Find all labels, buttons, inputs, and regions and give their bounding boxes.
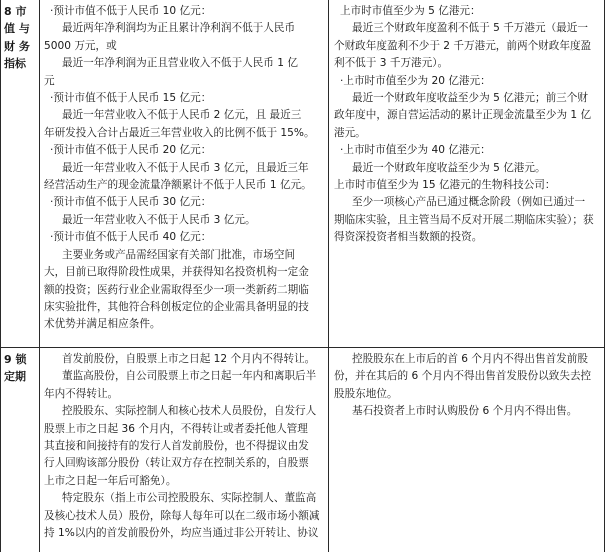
text-line: 最近三个财政年度盈利不低于 5 千万港元（最近一 xyxy=(352,22,588,35)
text-line: ·预计市值不低于人民币 40 亿元： xyxy=(50,231,212,244)
text-line: 首发前股份，自股票上市之日起 12 个月内不得转让。 xyxy=(62,353,316,365)
text-line: 个财政年度盈利不少于 2 千万港元，前两个财政年度盈 xyxy=(334,39,592,52)
text-line: 额的投资；医药行业企业需取得至少一项一类新药二期临 xyxy=(44,283,309,296)
text-line: 利不低于 3 千万港元）。 xyxy=(334,57,449,70)
text-line: ·预计市值不低于人民币 10 亿元： xyxy=(50,5,212,17)
text-line: 特定股东（指上市公司控股股东、实际控制人、董监高 xyxy=(62,492,317,505)
text-line: 控股股东在上市后的首 6 个月内不得出售首发前股 xyxy=(352,353,588,365)
text-line: 政年度中，源自营运活动的累计正现金流量至少为 1 亿 xyxy=(334,109,592,122)
text-line: 其直接和间接持有的发行人首发前股份，也不得提议由发 xyxy=(44,440,309,453)
text-line: 上市之日起一年后可豁免）。 xyxy=(44,474,177,487)
table-border-right xyxy=(604,0,605,552)
star-market-lockup-cell xyxy=(44,351,326,542)
text-line: 行人回购该部分股份（转让双方存在控制关系的，自股票 xyxy=(44,457,309,470)
text-line: 股票上市之日起 36 个月内，不得转让或者委托他人管理 xyxy=(44,422,308,435)
text-line: 经营活动生产的现金流量净额累计不低于人民币 1 亿元。 xyxy=(44,179,312,192)
row-label-market-cap xyxy=(4,3,38,73)
text-line: 最近一个财政年度收益至少为 5 亿港元；前三个财 xyxy=(352,92,588,105)
text-line: 最近一年营业收入不低于人民币 2 亿元，且 最近三 xyxy=(62,109,302,122)
hk-market-lockup-cell xyxy=(334,351,602,421)
text-line: 最近一个财政年度收益至少为 5 亿港元。 xyxy=(352,161,546,174)
text-line: 股股东地位。 xyxy=(334,387,398,400)
text-line: 及核心技术人员）股份，除每人每年可以在二级市场小额减 xyxy=(44,509,320,522)
text-line: 5000 万元，或 xyxy=(44,39,117,52)
row-label-line: 8 市 xyxy=(4,5,27,18)
text-line: 控股股东、实际控制人和核心技术人员股份，自发行人 xyxy=(62,405,317,418)
text-line: 期临床实验，且主管当局不反对开展二期临床实验）；获 xyxy=(334,213,594,226)
text-line: 董监高股份，自公司股票上市之日起一年内和离职后半 xyxy=(62,370,317,383)
text-line: 持 1%以内的首发前股份外，均应当通过非公开转让、协议 xyxy=(44,527,319,540)
text-line: ·预计市值不低于人民币 20 亿元： xyxy=(50,144,212,157)
row-label-line: 值 与 xyxy=(4,22,30,36)
table-border-left xyxy=(0,0,1,552)
text-line: ·上市时市值至少为 20 亿港元： xyxy=(340,74,491,87)
text-line: 上市时市值至少为 5 亿港元： xyxy=(340,5,481,17)
row-label-line: 9 锁 xyxy=(4,353,27,366)
text-line: 港元。 xyxy=(334,126,366,139)
hk-market-criteria-cell xyxy=(334,3,602,247)
text-line: 床实验批件，其他符合科创板定位的企业需具备明显的技 xyxy=(44,300,309,313)
text-line: 份，并在其后的 6 个月内不得出售首发股份以致失去控 xyxy=(334,370,592,383)
text-line: 基石投资者上市时认购股份 6 个月内不得出售。 xyxy=(352,405,578,418)
text-line: 上市时市值至少为 15 亿港元的生物科技公司： xyxy=(334,179,556,192)
text-line: 最近一年净利润为正且营业收入不低于人民币 1 亿 xyxy=(62,57,298,70)
text-line: ·预计市值不低于人民币 30 亿元： xyxy=(50,196,212,209)
text-line: 术优势并满足相应条件。 xyxy=(44,318,161,331)
row-label-line: 财 务 xyxy=(4,39,30,53)
row-label-line: 定期 xyxy=(4,370,26,384)
column-divider-label xyxy=(39,0,40,552)
text-line: 年内不得转让。 xyxy=(44,387,119,400)
text-line: 大，目前已取得阶段性成果，并获得知名投资机构一定金 xyxy=(44,266,309,279)
text-line: 主要业务或产品需经国家有关部门批准，市场空间 xyxy=(62,248,296,261)
text-line: ·上市时市值至少为 40 亿港元： xyxy=(340,144,491,157)
text-line: 年研发投入合计占最近三年营业收入的比例不低于 15%。 xyxy=(44,126,315,139)
text-line: 最近一年营业收入不低于人民币 3 亿元。 xyxy=(62,213,256,226)
text-line: ·预计市值不低于人民币 15 亿元： xyxy=(50,92,212,105)
star-market-criteria-cell xyxy=(44,3,326,334)
text-line: 最近一年营业收入不低于人民币 3 亿元，且最近三年 xyxy=(62,161,309,174)
column-divider-middle xyxy=(328,0,329,552)
row-label-lockup xyxy=(4,351,38,386)
text-line: 至少一项核心产品已通过概念阶段（例如已通过一 xyxy=(352,196,586,209)
text-line: 元 xyxy=(44,74,55,87)
text-line: 最近两年净利润均为正且累计净利润不低于人民币 xyxy=(62,22,296,35)
text-line: 得资深投资者相当数额的投资。 xyxy=(334,231,483,244)
row-divider xyxy=(0,347,605,348)
row-label-line: 指标 xyxy=(4,57,26,71)
